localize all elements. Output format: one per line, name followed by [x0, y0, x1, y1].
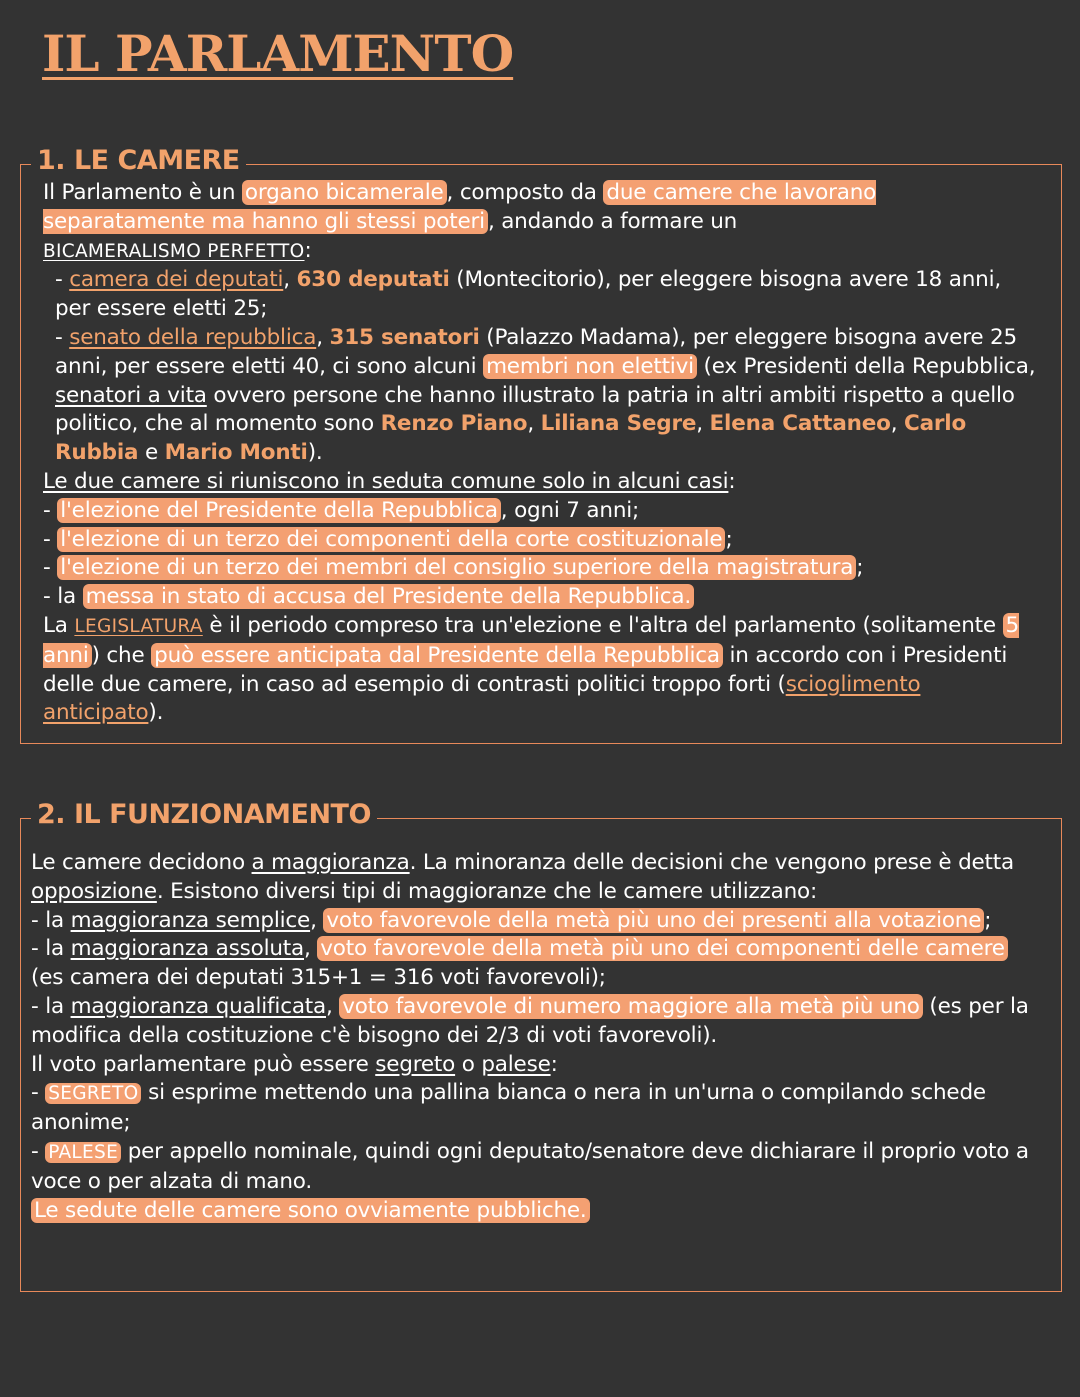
keyword: palese [481, 1051, 551, 1077]
text: ) che [91, 642, 152, 668]
section-il-funzionamento [20, 799, 1062, 1292]
text: - la [31, 993, 71, 1019]
senator-name: Renzo Piano [380, 411, 528, 437]
text: , [696, 411, 710, 437]
keyword: senatori a vita [55, 382, 207, 408]
highlight: PALESE [45, 1142, 121, 1163]
text: (es per la modifica della costituzione c'è bisogno dei 2/3 di voti favorevoli). [31, 993, 1029, 1048]
list-item [43, 266, 1041, 324]
text: Le due camere si riuniscono in seduta comune solo in alcuni casi [43, 468, 729, 494]
highlight: voto favorevole della metà più uno dei presenti alla votazione [323, 908, 984, 933]
bullet: - [43, 584, 58, 610]
text: , ogni 7 anni; [500, 497, 640, 523]
text: : [550, 1051, 558, 1077]
list-item [31, 1079, 1041, 1138]
page-title: IL PARLAMENTO [42, 24, 514, 83]
highlight: l'elezione di un terzo dei componenti della corte costituzionale [57, 527, 725, 552]
text: in accordo con i Presidenti delle due camere, in caso ad esempio di contrasti politici troppo forti ( [43, 642, 1008, 697]
keyword: maggioranza assoluta [70, 936, 304, 962]
highlight: 5 anni [43, 612, 1020, 668]
list-item [43, 497, 1041, 526]
highlight: membri non elettivi [483, 354, 697, 379]
text: e [138, 440, 165, 466]
section-heading: 2. IL FUNZIONAMENTO [31, 799, 377, 830]
text: ). [307, 440, 323, 466]
text: o [455, 1051, 482, 1077]
text: , [890, 411, 904, 437]
text: , [304, 936, 318, 962]
text: ; [725, 526, 733, 552]
bullet: - [55, 324, 70, 350]
highlight: messa in stato di accusa del Presidente della Repubblica. [83, 584, 694, 609]
bullet: - [43, 497, 58, 523]
paragraph [31, 849, 1041, 907]
text: . Esistono diversi tipi di maggioranze che le camere utilizzano: [156, 878, 818, 904]
keyword: segreto [375, 1051, 456, 1077]
text: La [43, 612, 75, 638]
keyword: senato della repubblica [69, 324, 317, 350]
highlight: SEGRETO [45, 1083, 141, 1104]
bullet: - [43, 526, 58, 552]
list-item [43, 324, 1041, 468]
paragraph [43, 468, 1041, 497]
list-item [31, 907, 1041, 936]
keyword: BICAMERALISMO PERFETTO [43, 240, 305, 262]
section-le-camere [20, 145, 1062, 744]
bullet: - [31, 1080, 46, 1106]
text: la [57, 584, 83, 610]
highlight: voto favorevole di numero maggiore alla metà più uno [339, 994, 922, 1019]
keyword: scioglimento anticipato [43, 671, 921, 726]
list-item [43, 583, 1041, 612]
text: , [326, 993, 340, 1019]
keyword: 630 deputati [296, 267, 450, 293]
text: ; [984, 907, 992, 933]
text: ). [148, 700, 164, 726]
text: ovvero persone che hanno illustrato la patria in altri ambiti rispetto a quello politico, che al momento sono [55, 382, 1015, 437]
text: - la [31, 907, 71, 933]
keyword: maggioranza semplice [70, 907, 311, 933]
senator-name: Carlo Rubbia [55, 411, 967, 466]
list-item [31, 1138, 1041, 1197]
text: , andando a formare un [487, 208, 738, 234]
text: (es camera dei deputati 315+1 = 316 voti favorevoli); [31, 965, 606, 991]
text: . La minoranza delle decisioni che vengono prese è detta [409, 850, 1014, 875]
paragraph [43, 612, 1041, 728]
text: (Palazzo Madama), per eleggere bisogna avere 25 anni, per essere eletti 40, ci sono alcuni [55, 324, 1017, 379]
text: per appello nominale, quindi ogni deputato/senatore deve dichiarare il proprio voto a voce o per alzata di mano. [31, 1138, 1029, 1194]
highlight: voto favorevole della metà più uno dei componenti delle camere [317, 936, 1008, 961]
paragraph [43, 179, 1041, 266]
text: , composto da [446, 180, 604, 205]
list-item [31, 993, 1041, 1051]
text: Le camere decidono [31, 850, 252, 875]
keyword: LEGISLATURA [74, 615, 203, 637]
senator-name: Mario Monti [164, 440, 308, 466]
senator-name: Liliana Segre [540, 411, 697, 437]
text: ; [856, 555, 864, 581]
highlight: l'elezione di un terzo dei membri del consiglio superiore della magistratura [57, 555, 856, 580]
keyword: a maggioranza [251, 850, 410, 875]
highlight: può essere anticipata dal Presidente della Repubblica [151, 643, 723, 668]
bullet: - [31, 1138, 46, 1164]
keyword: opposizione [31, 878, 157, 904]
list-item [31, 935, 1041, 993]
text: (ex Presidenti della Repubblica, [696, 353, 1036, 379]
text: Il voto parlamentare può essere [31, 1051, 376, 1077]
highlight: due camere che lavorano separatamente ma hanno gli stessi poteri [43, 180, 877, 234]
text: è il periodo compreso tra un'elezione e l'altra del parlamento (solitamente [202, 612, 1003, 638]
section-body [31, 849, 1041, 1225]
keyword: camera dei deputati [69, 267, 284, 293]
keyword: 315 senatori [329, 324, 480, 350]
highlight: organo bicamerale [242, 180, 447, 205]
text: : [304, 237, 312, 263]
paragraph [31, 1197, 1041, 1226]
text: - la [31, 936, 71, 962]
senator-name: Elena Cattaneo [709, 411, 891, 437]
bullet: - [43, 555, 58, 581]
text: , [310, 907, 324, 933]
highlight: Le sedute delle camere sono ovviamente pubbliche. [31, 1198, 590, 1223]
keyword: maggioranza qualificata [70, 993, 326, 1019]
highlight: l'elezione del Presidente della Repubblica [57, 498, 501, 523]
list-item [43, 554, 1041, 583]
bullet: - [55, 267, 70, 293]
text: (Montecitorio), per eleggere bisogna avere 18 anni, per essere eletti 25; [55, 267, 1002, 322]
list-item [43, 526, 1041, 555]
text: Il Parlamento è un [43, 180, 242, 205]
text: , [283, 267, 297, 293]
section-body [43, 179, 1041, 728]
text: si esprime mettendo una pallina bianca o nera in un'urna o compilando schede anonime; [31, 1080, 986, 1136]
text: : [728, 468, 736, 494]
text: , [527, 411, 541, 437]
paragraph [31, 1051, 1041, 1080]
section-heading: 1. LE CAMERE [31, 145, 246, 176]
text: , [316, 324, 330, 350]
